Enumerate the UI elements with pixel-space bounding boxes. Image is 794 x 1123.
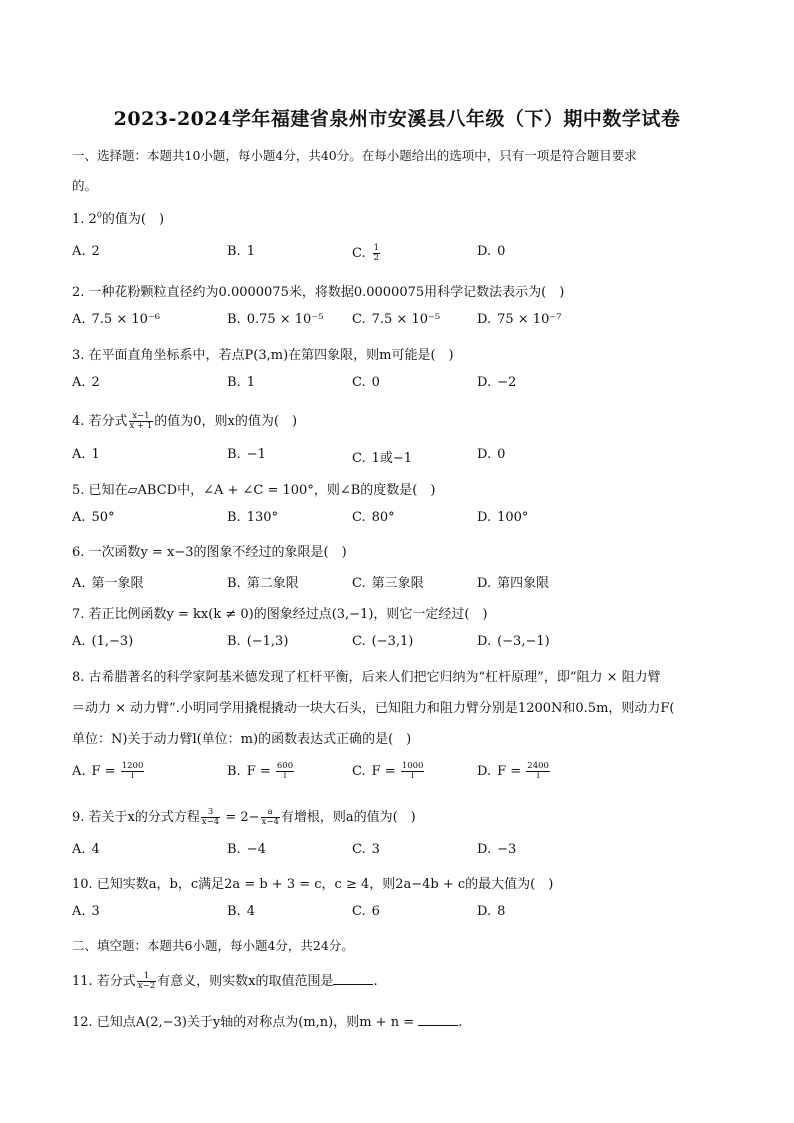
option-a[interactable]: A. 4 [72,842,100,857]
answer-blank[interactable] [418,1015,458,1026]
question-11: 11. 若分式 $\frac{1}{x-2}$ 有意义，则实数x的取值范围是 . [72,971,378,991]
section2-instructions: 二、填空题：本题共6小题，每小题4分，共24分。 [72,938,354,953]
question-9: 9. 若关于x的分式方程 $\frac{3}{x-4}$ = 2− $\frac{a}{x-4}$ 有增根，则a的值为( ) [72,807,416,827]
question-6-options [72,572,732,592]
option-d[interactable]: D. −3 [477,842,517,857]
option-b[interactable]: B. −4 [227,842,266,857]
option-b[interactable]: B. 1 [227,375,255,390]
option-d[interactable]: D. 75 × 10⁻⁷ [477,312,562,327]
section1-instructions-line2: 的。 [72,178,98,193]
option-a[interactable]: A. 第一象限 [72,576,144,591]
option-b[interactable]: B. −1 [227,447,266,462]
question-3: 3. 在平面直角坐标系中，若点P(3,m)在第四象限，则m可能是( ) [72,348,454,363]
question-10-options [72,904,732,924]
option-b[interactable]: B. 130° [227,510,279,525]
option-b[interactable]: B. 4 [227,904,255,919]
option-c[interactable]: C. 第三象限 [352,576,424,591]
page-title: 2023-2024学年福建省泉州市安溪县八年级（下）期中数学试卷 [113,108,681,130]
option-d[interactable]: D. 8 [477,904,506,919]
question-10: 10. 已知实数a，b，c满足2a = b + 3 = c，c ≥ 4，则2a−4b + c的最大值为( ) [72,877,554,892]
question-6: 6. 一次函数y = x−3的图象不经过的象限是( ) [72,545,347,560]
question-7-options [72,634,732,654]
question-5: 5. 已知在▱ABCD中，∠A + ∠C = 100°，则∠B的度数是( ) [72,483,436,498]
question-2-options [72,312,732,332]
option-d[interactable]: D. −2 [477,375,517,390]
option-a[interactable]: A. 2 [72,244,100,259]
option-b[interactable]: B. F = $\frac{600}{l}$ [227,761,294,781]
option-b[interactable]: B. 0.75 × 10⁻⁵ [227,312,324,327]
option-c[interactable]: C. 1或−1 [352,451,413,466]
option-b[interactable]: B. 第二象限 [227,576,299,591]
question-3-options [72,375,732,395]
option-b[interactable]: B. 1 [227,244,255,259]
option-c[interactable]: C. $\frac{1}{2}$ [352,243,380,263]
option-a[interactable]: A. 7.5 × 10⁻⁶ [72,312,160,327]
option-a[interactable]: A. 1 [72,447,100,462]
option-a[interactable]: A. 3 [72,904,100,919]
option-a[interactable]: A. 50° [72,510,115,525]
option-c[interactable]: C. 3 [352,842,380,857]
option-d[interactable]: D. F = $\frac{2400}{l}$ [477,761,549,781]
option-b[interactable]: B. (−1,3) [227,634,289,649]
option-a[interactable]: A. (1,−3) [72,634,134,649]
option-d[interactable]: D. 0 [477,244,506,259]
question-1-options [72,244,732,264]
option-a[interactable]: A. 2 [72,375,100,390]
option-c[interactable]: C. 80° [352,510,395,525]
question-4-options [72,447,732,467]
answer-blank[interactable] [333,974,373,985]
option-d[interactable]: D. (−3,−1) [477,634,550,649]
question-9-options [72,842,732,862]
question-7: 7. 若正比例函数y = kx(k ≠ 0)的图象经过点(3,−1)，则它一定经过( ) [72,607,488,622]
option-c[interactable]: C. 0 [352,375,380,390]
option-c[interactable]: C. 6 [352,904,380,919]
option-d[interactable]: D. 0 [477,447,506,462]
question-8-line3: 单位：N)关于动力臂l(单位：m)的函数表达式正确的是( ) [72,732,412,747]
question-8-line2: ＝动力 × 动力臂”.小明同学用撬棍撬动一块大石头，已知阻力和阻力臂分别是1200N和0.5m，则动力F( [72,701,675,716]
option-c[interactable]: C. F = $\frac{1000}{l}$ [352,761,424,781]
option-c[interactable]: C. 7.5 × 10⁻⁵ [352,312,441,327]
section1-instructions-line1: 一、选择题：本题共10小题，每小题4分，共40分。在每小题给出的选项中，只有一项是符合题目要求 [72,148,637,163]
option-d[interactable]: D. 100° [477,510,529,525]
question-5-options [72,510,732,530]
question-4: 4. 若分式 $\frac{x-1}{x + 1}$ 的值为0，则x的值为( ) [72,411,298,431]
option-a[interactable]: A. F = $\frac{1200}{l}$ [72,761,144,781]
question-12: 12. 已知点A(2,−3)关于y轴的对称点为(m,n)，则m + n = . [72,1015,463,1030]
question-8-line1: 8. 古希腊著名的科学家阿基米德发现了杠杆平衡，后来人们把它归纳为“杠杆原理”，即“阻力 × 阻力臂 [72,670,661,685]
option-d[interactable]: D. 第四象限 [477,576,550,591]
question-1: 1. $2^0$的值为( ) [72,210,165,227]
question-8-options [72,762,732,782]
option-c[interactable]: C. (−3,1) [352,634,414,649]
question-2: 2. 一种花粉颗粒直径约为0.0000075米，将数据0.0000075用科学记数法表示为( ) [72,285,565,300]
